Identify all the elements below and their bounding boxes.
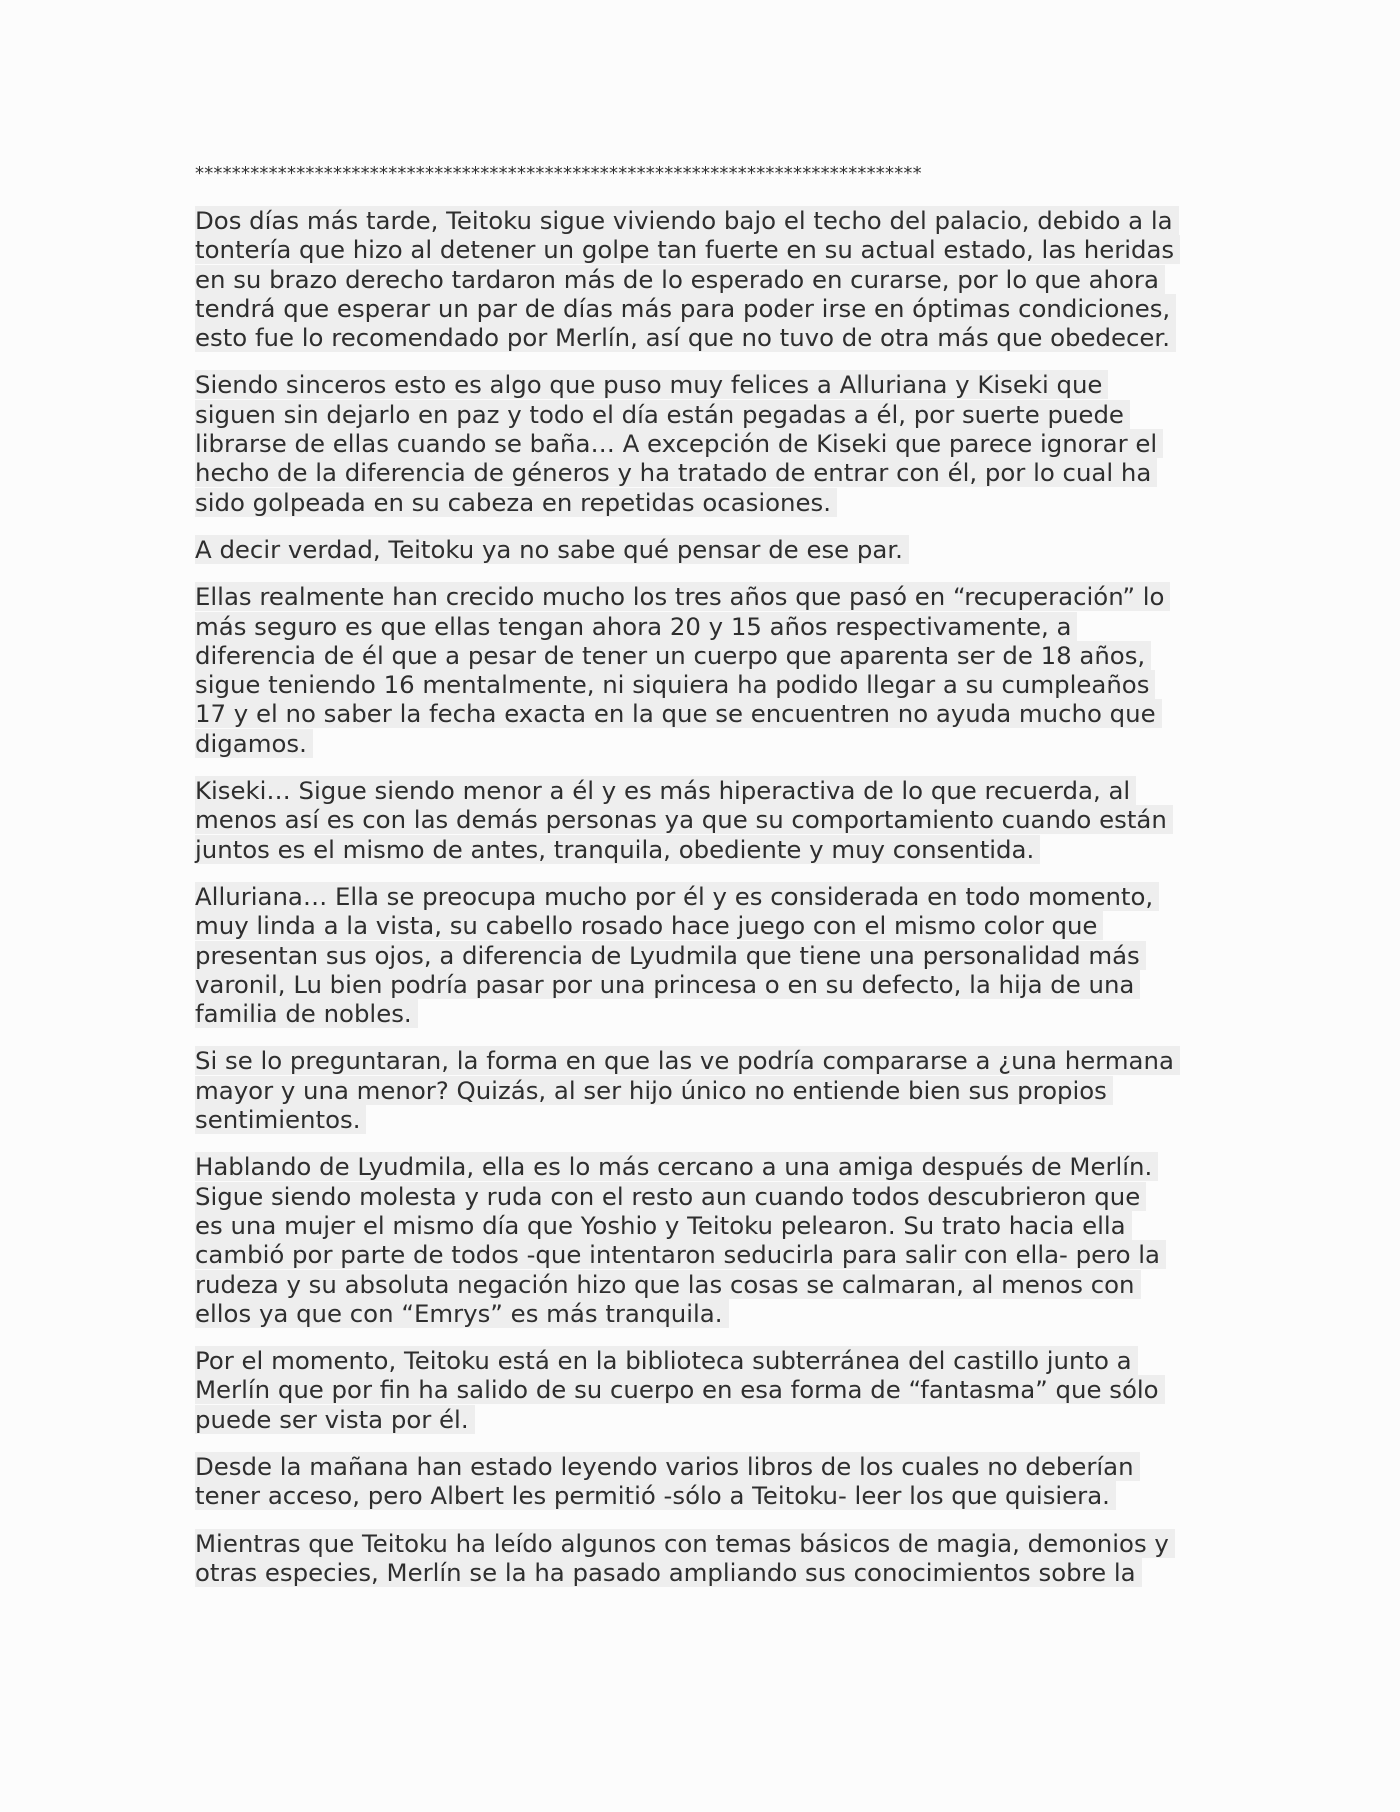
paragraph-9 <box>195 1346 1215 1434</box>
paragraph-5 <box>195 776 1215 864</box>
paragraph-6-text: Alluriana… Ella se preocupa mucho por él y es considerada en todo momento, muy linda a la vista, su cabello rosado hace juego con el mismo color que presentan sus ojos, a diferencia de Lyudmila que tiene una personalidad más varonil, Lu bien podría pasar por una princesa o en su defecto, la hija de una familia de nobles. <box>195 882 1159 1028</box>
paragraph-1-text: Dos días más tarde, Teitoku sigue viviendo bajo el techo del palacio, debido a la tontería que hizo al detener un golpe tan fuerte en su actual estado, las heridas en su brazo derecho tardaron más de lo esperado en curarse, por lo que ahora tendrá que esperar un par de días más para poder irse en óptimas condiciones, esto fue lo recomendado por Merlín, así que no tuvo de otra más que obedecer. <box>195 206 1180 352</box>
paragraph-9-text: Por el momento, Teitoku está en la biblioteca subterránea del castillo junto a Merlín que por fin ha salido de su cuerpo en esa forma de “fantasma” que sólo puede ser vista por él. <box>195 1346 1165 1434</box>
section-separator: ******************************************************************************* <box>195 163 922 184</box>
paragraph-1 <box>195 206 1215 352</box>
paragraph-8 <box>195 1152 1215 1328</box>
paragraph-10 <box>195 1452 1215 1511</box>
paragraph-4 <box>195 582 1215 758</box>
paragraph-3 <box>195 535 1215 564</box>
paragraph-2-text: Siendo sinceros esto es algo que puso muy felices a Alluriana y Kiseki que siguen sin dejarlo en paz y todo el día están pegadas a él, por suerte puede librarse de ellas cuando se baña… A excepción de Kiseki que parece ignorar el hecho de la diferencia de géneros y ha tratado de entrar con él, por lo cual ha sido golpeada en su cabeza en repetidas ocasiones. <box>195 370 1163 516</box>
paragraph-2 <box>195 370 1215 516</box>
paragraph-4-text: Ellas realmente han crecido mucho los tres años que pasó en “recuperación” lo más seguro es que ellas tengan ahora 20 y 15 años respectivamente, a diferencia de él que a pesar de tener un cuerpo que aparenta ser de 18 años, sigue teniendo 16 mentalmente, ni siquiera ha podido llegar a su cumpleaños 17 y el no saber la fecha exacta en la que se encuentren no ayuda mucho que digamos. <box>195 582 1170 757</box>
paragraph-7-text: Si se lo preguntaran, la forma en que las ve podría compararse a ¿una hermana mayor y una menor? Quizás, al ser hijo único no entiende bien sus propios sentimientos. <box>195 1046 1180 1134</box>
paragraph-3-text: A decir verdad, Teitoku ya no sabe qué pensar de ese par. <box>195 535 909 564</box>
paragraph-7 <box>195 1046 1215 1134</box>
paragraph-5-text: Kiseki… Sigue siendo menor a él y es más hiperactiva de lo que recuerda, al menos así es con las demás personas ya que su comportamiento cuando están juntos es el mismo de antes, tranquila, obediente y muy consentida. <box>195 776 1173 864</box>
paragraph-10-text: Desde la mañana han estado leyendo varios libros de los cuales no deberían tener acceso, pero Albert les permitió -sólo a Teitoku- leer los que quisiera. <box>195 1452 1140 1510</box>
paragraph-11 <box>195 1529 1215 1588</box>
paragraph-8-text: Hablando de Lyudmila, ella es lo más cercano a una amiga después de Merlín. Sigue siendo molesta y ruda con el resto aun cuando todos descubrieron que es una mujer el mismo día que Yoshio y Teitoku pelearon. Su trato hacia ella cambió por parte de todos -que intentaron seducirla para salir con ella- pero la rudeza y su absoluta negación hizo que las cosas se calmaran, al menos con ellos ya que con “Emrys” es más tranquila. <box>195 1152 1166 1327</box>
paragraph-11-text: Mientras que Teitoku ha leído algunos con temas básicos de magia, demonios y otras especies, Merlín se la ha pasado ampliando sus conocimientos sobre la <box>195 1529 1175 1587</box>
paragraph-6 <box>195 882 1215 1028</box>
document-body <box>195 160 1215 1605</box>
